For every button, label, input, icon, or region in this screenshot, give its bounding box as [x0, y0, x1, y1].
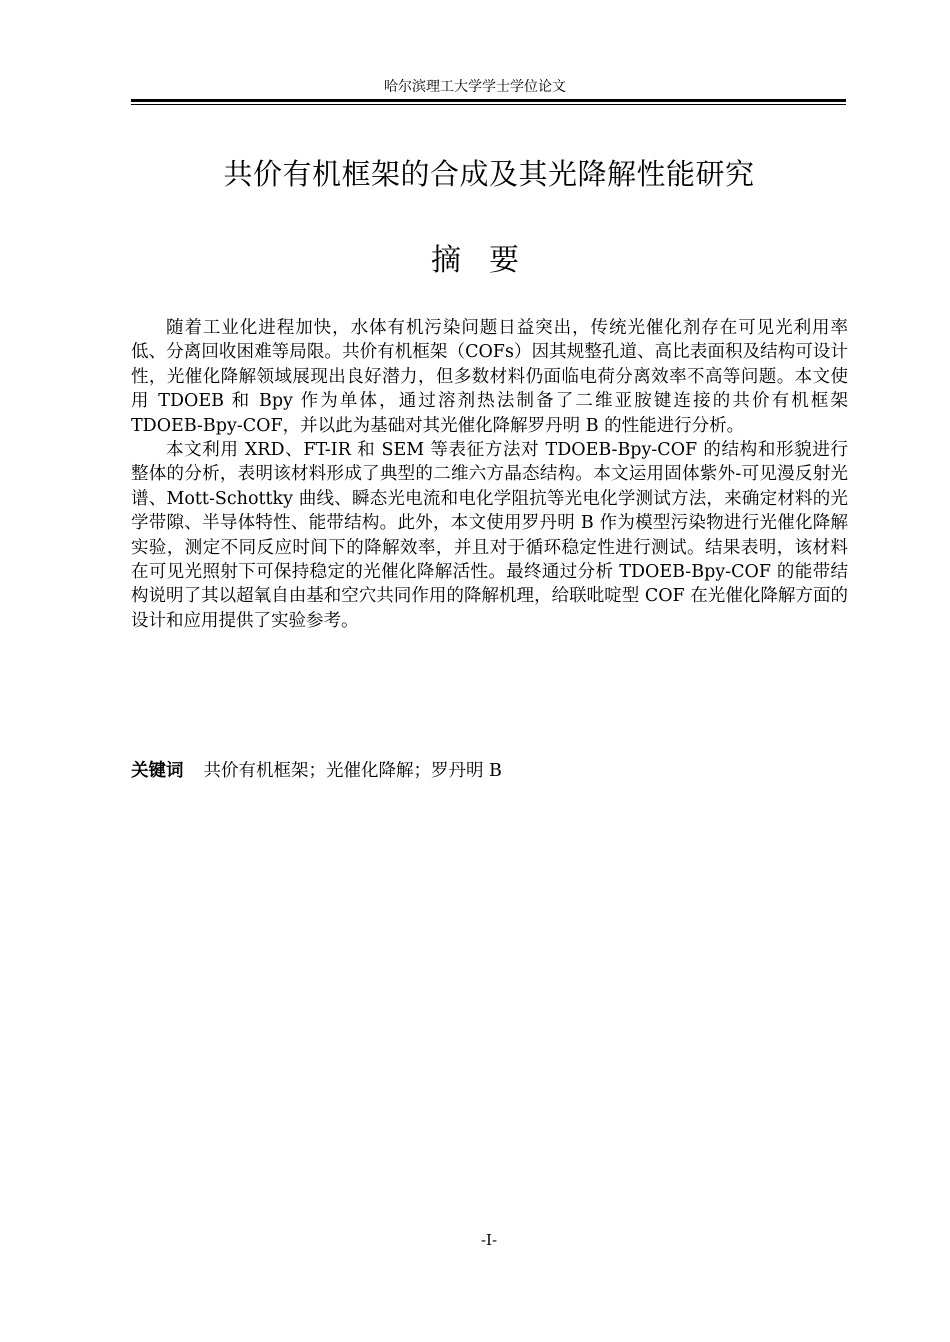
thesis-title: 共价有机框架的合成及其光降解性能研究	[223, 157, 755, 191]
abstract-paragraph-2: 本文利用 XRD、FT-IR 和 SEM 等表征方法对 TDOEB-Bpy-COF 的结构和形貌进行整体的分析，表明该材料形成了典型的二维六方晶态结构。本文运用固体紫外-可见漫反射光谱、Mott-Schottky 曲线、瞬态光电流和电化学阻抗等光电化学测试方法，来确定材料的光学带隙、半导体特性、能带结构。此外，本文使用罗丹明 B 作为模型污染物进行光催化降解实验，测定不同反应时间下的降解效率，并且对于循环稳定性进行测试。结果表明，该材料在可见光照射下可保持稳定的光催化降解活性。最终通过分析 TDOEB-Bpy-COF 的能带结构说明了其以超氧自由基和空穴共同作用的降解机理，给联吡啶型 COF 在光催化降解方面的设计和应用提供了实验参考。	[131, 440, 848, 631]
header-rule-thick	[131, 99, 846, 102]
page-number: -I-	[480, 1231, 498, 1249]
header-rule-thin	[131, 104, 846, 105]
keywords-text: 共价有机框架；光催化降解；罗丹明 B	[203, 761, 502, 781]
running-header: 哈尔滨理工大学学士学位论文	[384, 79, 566, 95]
abstract-body	[131, 316, 848, 633]
keywords-label: 关键词	[131, 761, 184, 781]
abstract-heading: 摘要	[431, 243, 547, 278]
abstract-paragraph-1: 随着工业化进程加快，水体有机污染问题日益突出，传统光催化剂存在可见光利用率低、分离回收困难等局限。共价有机框架（COFs）因其规整孔道、高比表面积及结构可设计性，光催化降解领域展现出良好潜力，但多数材料仍面临电荷分离效率不高等问题。本文使用 TDOEB 和 Bpy 作为单体，通过溶剂热法制备了二维亚胺键连接的共价有机框架 TDOEB-Bpy-COF，并以此为基础对其光催化降解罗丹明 B 的性能进行分析。	[131, 318, 848, 436]
keywords-line	[131, 758, 848, 784]
